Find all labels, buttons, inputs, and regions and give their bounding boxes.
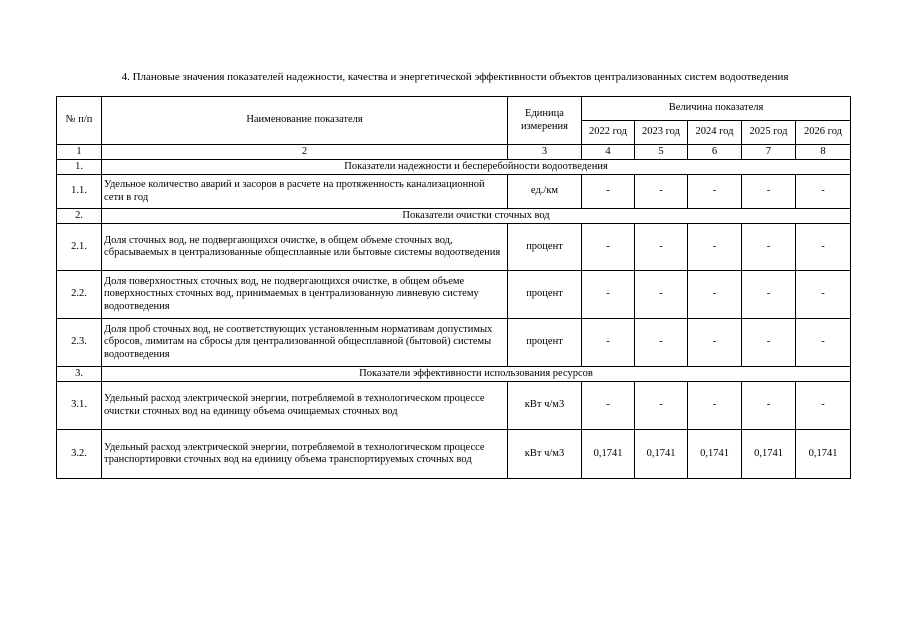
row-value: - [796, 175, 851, 209]
row-value: - [742, 175, 796, 209]
col-number: 8 [796, 145, 851, 160]
row-value: - [688, 271, 742, 319]
row-value: - [688, 382, 742, 430]
row-num: 3.1. [57, 382, 102, 430]
table-row [57, 175, 851, 209]
row-value: - [582, 175, 635, 209]
header-num: № п/п [57, 97, 102, 145]
row-value: 0,1741 [796, 430, 851, 479]
row-value: - [742, 319, 796, 367]
section-num: 1. [57, 160, 102, 175]
row-value: - [635, 224, 688, 271]
row-value: 0,1741 [742, 430, 796, 479]
col-number: 2 [102, 145, 508, 160]
col-number: 3 [508, 145, 582, 160]
col-number: 4 [582, 145, 635, 160]
section-title: Показатели эффективности использования ресурсов [102, 367, 851, 382]
row-value: - [796, 382, 851, 430]
section-row [57, 367, 851, 382]
header-year: 2022 год [582, 121, 635, 145]
row-num: 2.2. [57, 271, 102, 319]
row-value: - [796, 271, 851, 319]
section-row [57, 160, 851, 175]
col-number: 5 [635, 145, 688, 160]
row-value: 0,1741 [688, 430, 742, 479]
row-unit: кВт ч/м3 [508, 382, 582, 430]
table-caption: 4. Плановые значения показателей надежности, качества и энергетической эффективности объектов централизованных систем водоотведения [121, 71, 789, 83]
table-row [57, 382, 851, 430]
col-number: 6 [688, 145, 742, 160]
row-value: - [582, 382, 635, 430]
section-title: Показатели очистки сточных вод [102, 209, 851, 224]
section-row [57, 209, 851, 224]
row-num: 2.3. [57, 319, 102, 367]
table-row [57, 224, 851, 271]
row-name: Доля поверхностных сточных вод, не подвергающихся очистке, в общем объеме поверхностных сточных вод, принимаемых в централизованную ливневую систему водоотведения [102, 271, 508, 319]
row-value: - [742, 224, 796, 271]
row-name: Доля проб сточных вод, не соответствующих установленным нормативам допустимых сбросов, лимитам на сбросы для централизованной общесплавной (бытовой) системы водоотведения [102, 319, 508, 367]
row-num: 3.2. [57, 430, 102, 479]
header-unit: Единица измерения [508, 97, 582, 145]
table-row [57, 319, 851, 367]
row-value: - [635, 175, 688, 209]
column-numbers-row [57, 145, 851, 160]
row-value: 0,1741 [635, 430, 688, 479]
col-number: 1 [57, 145, 102, 160]
row-unit: ед./км [508, 175, 582, 209]
row-name: Доля сточных вод, не подвергающихся очистке, в общем объеме сточных вод, сбрасываемых в централизованные общесплавные или бытовые системы водоотведения [102, 224, 508, 271]
header-year: 2024 год [688, 121, 742, 145]
row-value: - [796, 224, 851, 271]
row-num: 1.1. [57, 175, 102, 209]
row-value: - [635, 319, 688, 367]
row-unit: процент [508, 319, 582, 367]
row-value: - [688, 224, 742, 271]
row-value: - [582, 319, 635, 367]
indicators-table [56, 96, 851, 479]
section-num: 3. [57, 367, 102, 382]
header-year: 2026 год [796, 121, 851, 145]
header-year: 2023 год [635, 121, 688, 145]
row-unit: процент [508, 224, 582, 271]
row-value: - [635, 382, 688, 430]
header-year: 2025 год [742, 121, 796, 145]
row-unit: процент [508, 271, 582, 319]
row-num: 2.1. [57, 224, 102, 271]
header-value-group: Величина показателя [582, 97, 851, 121]
row-value: - [582, 224, 635, 271]
row-value: - [688, 319, 742, 367]
row-value: - [635, 271, 688, 319]
row-value: - [688, 175, 742, 209]
table-row [57, 430, 851, 479]
row-value: - [582, 271, 635, 319]
row-name: Удельное количество аварий и засоров в расчете на протяженность канализационной сети в год [102, 175, 508, 209]
row-unit: кВт ч/м3 [508, 430, 582, 479]
header-name: Наименование показателя [102, 97, 508, 145]
row-value: - [796, 319, 851, 367]
header-row [57, 97, 851, 121]
section-num: 2. [57, 209, 102, 224]
row-name: Удельный расход электрической энергии, потребляемой в технологическом процессе очистки сточных вод на единицу объема очищаемых сточных вод [102, 382, 508, 430]
col-number: 7 [742, 145, 796, 160]
section-title: Показатели надежности и бесперебойности водоотведения [102, 160, 851, 175]
row-value: - [742, 382, 796, 430]
table-row [57, 271, 851, 319]
row-name: Удельный расход электрической энергии, потребляемой в технологическом процессе транспортировки сточных вод на единицу объема транспортируемых сточных вод [102, 430, 508, 479]
row-value: - [742, 271, 796, 319]
row-value: 0,1741 [582, 430, 635, 479]
